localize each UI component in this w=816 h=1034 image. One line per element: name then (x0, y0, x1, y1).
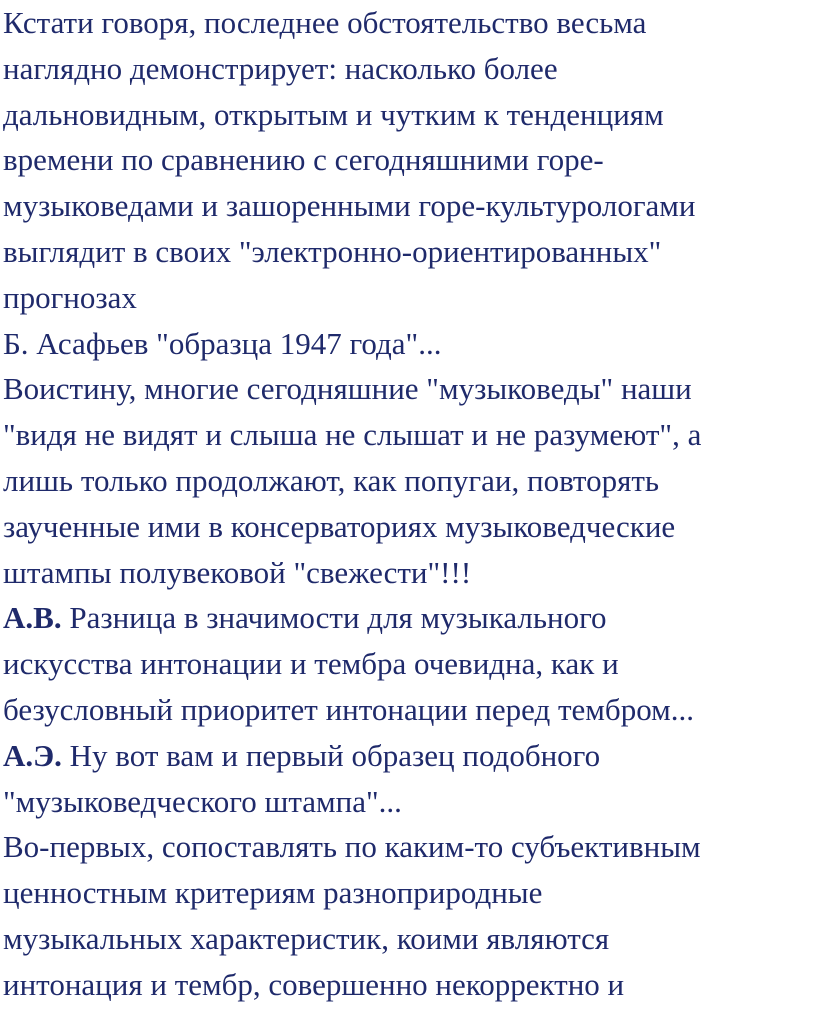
text-line: ценностным критериям разноприродные (3, 875, 543, 911)
text-line: выглядит в своих "электронно-ориентированных" (3, 233, 662, 269)
text-line: музыковедами и зашоренными горе-культурологами (3, 188, 696, 224)
document-body (3, 0, 813, 1008)
speaker-label-ae: А.Э. (3, 737, 62, 773)
text-line: штампы полувековой "свежести"!!! (3, 554, 472, 590)
text-line: Кстати говоря, последнее обстоятельство весьма (3, 5, 647, 40)
text-line: дальновидным, открытым и чутким к тенденциям (3, 96, 664, 132)
text-line: безусловный приоритет интонации перед тембром... (3, 691, 694, 727)
text-line: искусства интонации и тембра очевидна, как и (3, 646, 619, 682)
text-line: "видя не видят и слыша не слышат и не разумеют", а (3, 417, 702, 453)
text-line: времени по сравнению с сегодняшними горе- (3, 142, 604, 178)
text-line: Б. Асафьев "образца 1947 года"... (3, 325, 442, 361)
text-line: прогнозах (3, 279, 137, 315)
text-line: Воистину, многие сегодняшние "музыковеды" наши (3, 371, 692, 407)
text-line: "музыковедческого штампа"... (3, 783, 402, 819)
text-line: наглядно демонстрирует: насколько более (3, 50, 558, 86)
speaker-label-av: А.В. (3, 600, 62, 636)
text-line: интонация и тембр, совершенно некорректно и (3, 966, 625, 1002)
speaker-text: Разница в значимости для музыкального (61, 600, 607, 636)
speaker-line-ae (3, 733, 813, 779)
text-line: Во-первых, сопоставлять по каким-то субъективным (3, 829, 701, 865)
speaker-text: Ну вот вам и первый образец подобного (61, 737, 601, 773)
text-line: музыкальных характеристик, коими являются (3, 920, 610, 956)
text-line: заученные ими в консерваториях музыковедческие (3, 508, 676, 544)
speaker-line-av (3, 595, 813, 641)
text-line: лишь только продолжают, как попугаи, повторять (3, 462, 660, 498)
